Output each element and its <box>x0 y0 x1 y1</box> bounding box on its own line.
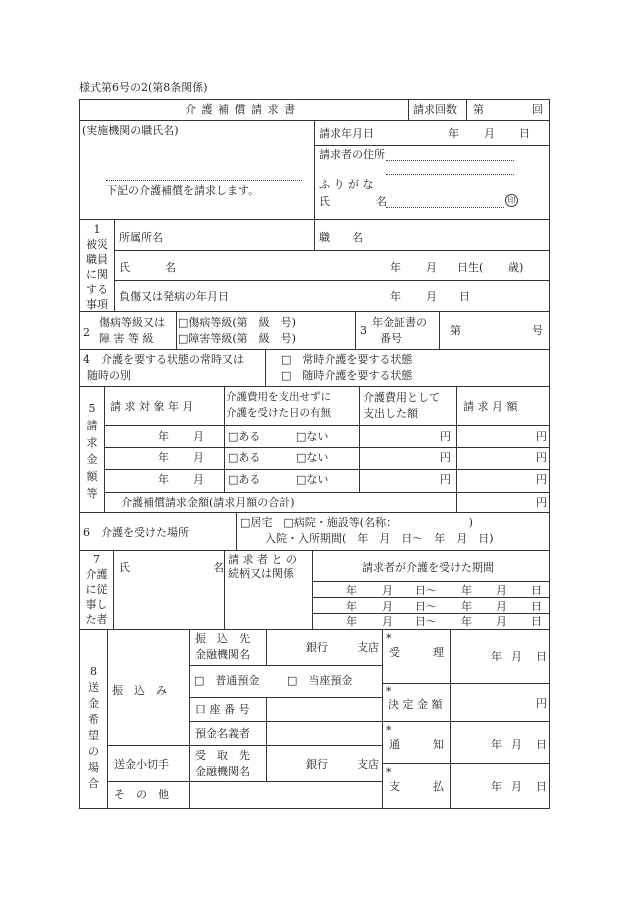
other-label: そ の 他 <box>114 788 169 801</box>
care-place-options: □居宅 □病院・施設等(名称： ) <box>240 516 473 529</box>
section8-label: 8 送 金 希 望 の 場 合 <box>88 665 99 790</box>
receipt-label: 受 理 <box>389 646 444 659</box>
admission-period: 入院・入所期間( 年 月 日～ 年 月 日) <box>265 532 494 545</box>
org-head-label: (実施機関の職氏名) <box>82 124 179 137</box>
occasional-care-option: □ 随時介護を要する状態 <box>281 369 413 382</box>
request-date-label: 請求年月日 <box>319 127 374 140</box>
section5-label: 5 請 求 金 額 等 <box>86 402 98 500</box>
form-title: 介 護 補 償 請 求 書 <box>185 103 296 116</box>
form-page: 様式第6号の2(第8条関係) 介 護 補 償 請 求 書 請求回数 第 回 (実施機関の職氏名) 下記の介護補償を請求します。 請求年月日 年 月 日 請求者の住所 ふ り が な 氏 名 印 1 被災 職員 に関 する 事項 所属所名 職 名 氏 名 年 月 日生( 歳) 負傷又は発病の年月日 年 月 日 2 傷病等級又は 障 害 等 級 □傷病等級(第 級 号) □障害等級(第 級 号) 3 年金証書の 番号 第 号 4 介護を要する状態の常時又は 随時の別 □ 常時介護を要する状態 □ 随時介護を要する状態 5 請 求 金 額 等 請 求 対 象 年 月 介護費用を支出せずに 介護を受けた日の有無 介護費用として 支出した額 請 求 月 額 年 月 □ある □ない 円 円 年 月 □ある □ない 円 円 年 月 □ある □ない 円 円 介護補償請求金額(請求月額の合計) 円 6 介護を受けた場所 □居宅 □病院・施設等(名称： ) 入院・入所期間( 年 月 日～ 年 月 日) 7 介護 に従 事し た者 氏 名 請 求 者 と の 続柄又は関係 請求者が介護を受けた期間 年 月 日～ 年 月 日 年 月 日～ 年 月 日 年 月 日～ 年 月 日 8 送 金 希 望 の 場 合 振 込 み 振 込 先 金融機関名 銀行 支店 □ 普通預金 □ 当座預金 口 座 番 号 預金名義者 送金小切手 受 取 先 金融機関名 銀行 支店 そ の 他 * 受 理 年 月 日 * 決 定 金 額 円 * 通 知 年 月 日 * 支 払 年 月 日 <box>0 0 630 903</box>
seal-mark: 印 <box>505 194 518 207</box>
account-holder-label: 預金名義者 <box>195 727 250 740</box>
address-label: 請求者の住所 <box>319 148 385 161</box>
form-number: 様式第6号の2(第8条関係) <box>79 81 208 94</box>
section7-label: 7 介護 に従 事し た者 <box>85 553 108 626</box>
total-claim-label: 介護補償請求金額(請求月額の合計) <box>121 496 295 509</box>
section1-label: 1 被災 職員 に関 する 事項 <box>86 223 108 311</box>
injury-grade-option: □傷病等級(第 級 号) <box>178 316 296 329</box>
disability-grade-option: □障害等級(第 級 号) <box>178 332 296 345</box>
transfer-label: 振 込 み <box>112 684 167 697</box>
furigana-label: ふ り が な <box>319 178 374 191</box>
care-state-label: 4 介護を要する状態の常時又は <box>83 353 244 366</box>
care-period-label: 請求者が介護を受けた期間 <box>362 561 494 574</box>
dept-label: 所属所名 <box>119 231 163 244</box>
current-deposit-option: □ 当座預金 <box>287 674 353 687</box>
remittance-check-label: 送金小切手 <box>114 758 169 771</box>
injury-date-label: 負傷又は発病の年月日 <box>119 290 229 303</box>
request-count-label: 請求回数 <box>413 103 457 116</box>
account-number-label: 口 座 番 号 <box>195 703 250 716</box>
care-place-label: 6 介護を受けた場所 <box>83 526 189 539</box>
notice-label: 通 知 <box>389 738 444 751</box>
ordinary-deposit-option: □ 普通預金 <box>194 674 260 687</box>
decided-amount-label: 決 定 金 額 <box>388 698 443 711</box>
payment-label: 支 払 <box>389 780 444 793</box>
request-statement: 下記の介護補償を請求します。 <box>106 184 260 197</box>
constant-care-option: □ 常時介護を要する状態 <box>281 353 413 366</box>
